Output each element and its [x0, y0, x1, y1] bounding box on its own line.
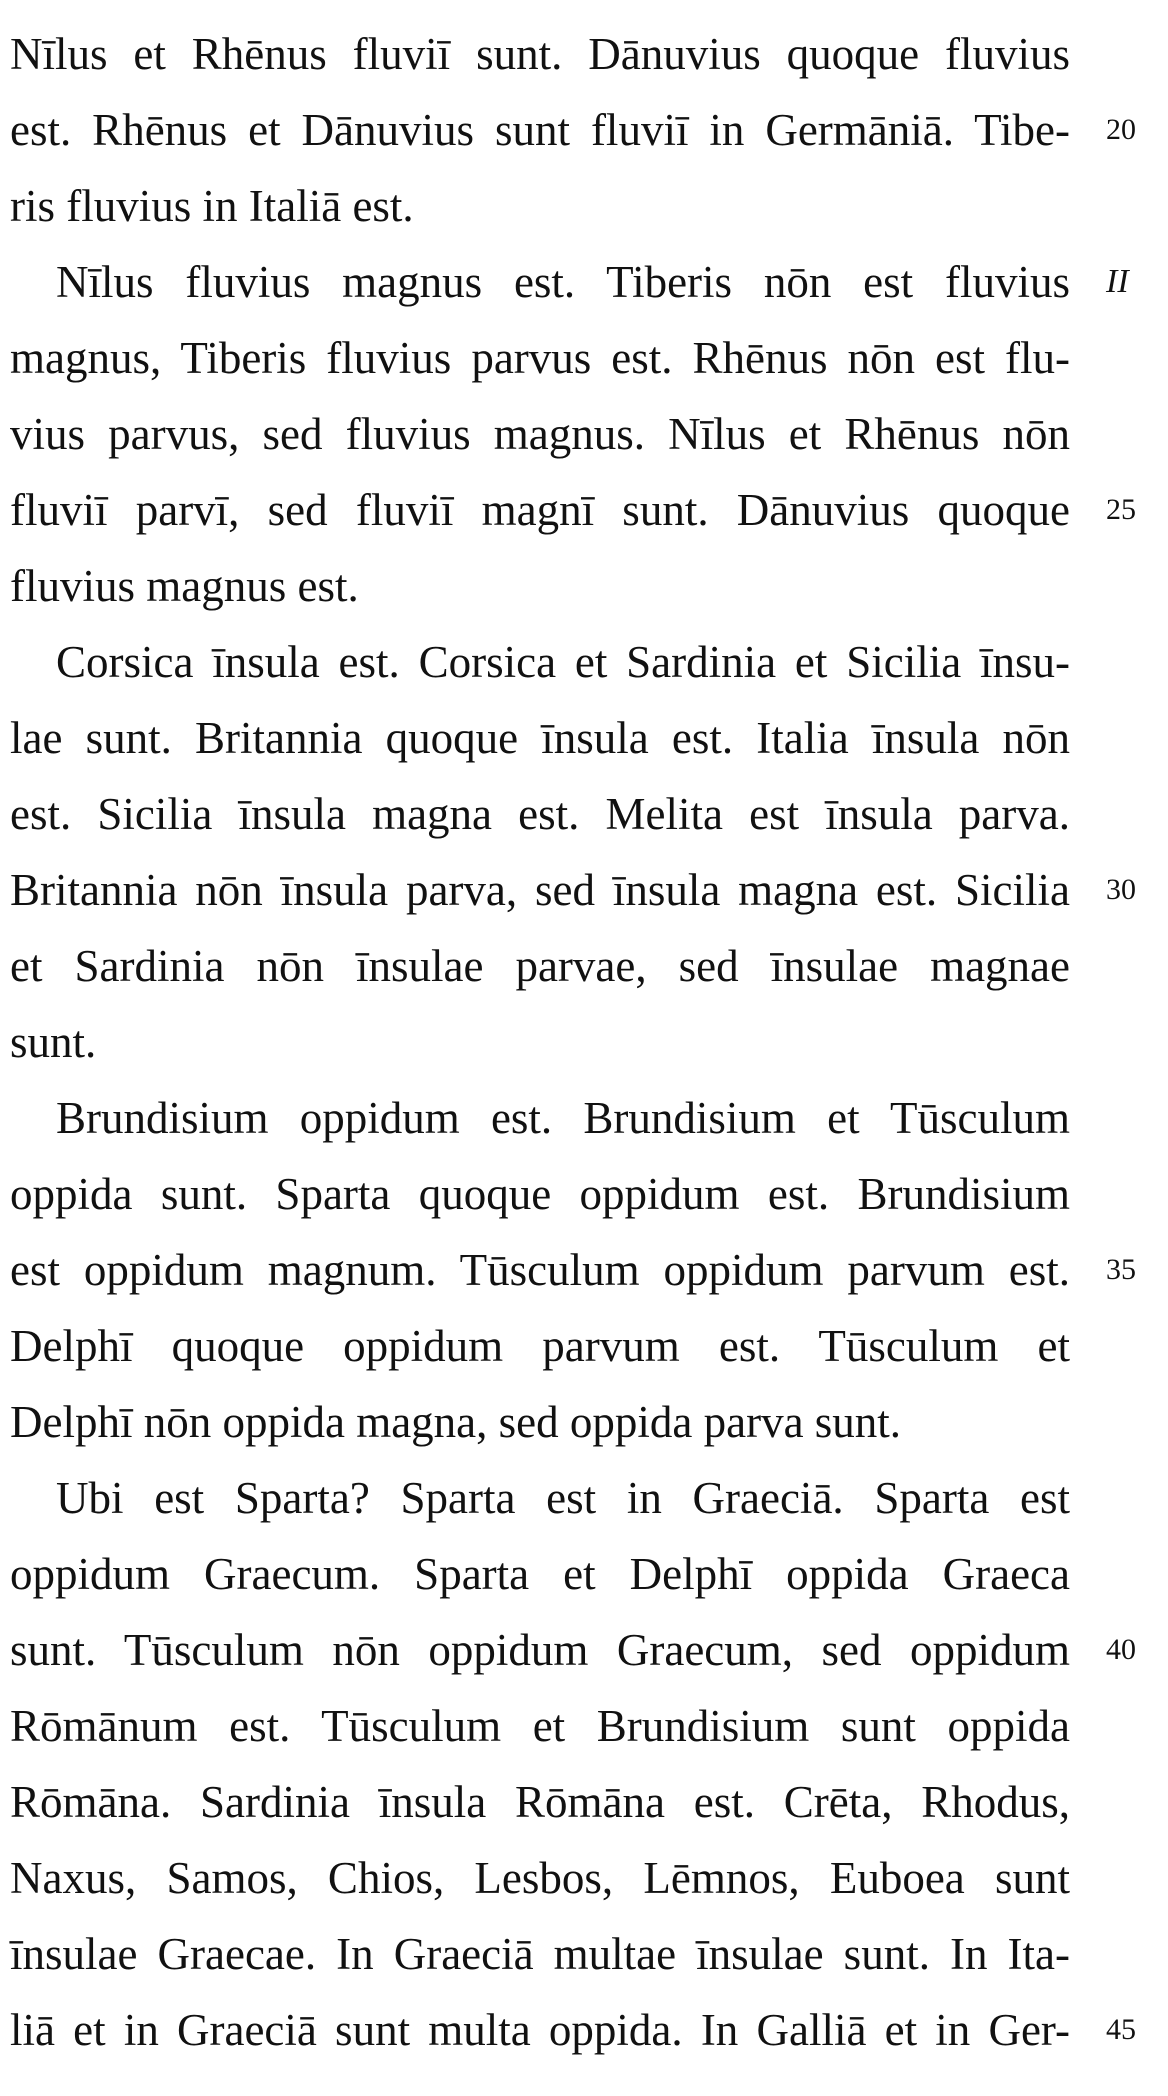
text-line: est oppidum magnum. Tūsculum oppidum parvum est. — [10, 1245, 1070, 1295]
text-line: Britannia nōn īnsula parva, sed īnsula magna est. Sicilia — [10, 865, 1070, 915]
text-line: īnsulae Graecae. In Graeciā multae īnsulae sunt. In Ita- — [10, 1929, 1070, 1979]
text-line: Nīlus fluvius magnus est. Tiberis nōn est fluvius — [56, 257, 1070, 307]
line-number: 25 — [1106, 493, 1136, 526]
text-line: sunt. — [10, 1017, 97, 1067]
text-line: sunt. Tūsculum nōn oppidum Graecum, sed oppidum — [10, 1625, 1070, 1675]
text-line: Brundisium oppidum est. Brundisium et Tūsculum — [56, 1093, 1070, 1143]
text-line: Nīlus et Rhēnus fluviī sunt. Dānuvius quoque fluvius — [10, 29, 1070, 79]
text-line: Delphī quoque oppidum parvum est. Tūsculum et — [10, 1321, 1070, 1371]
text-line: Rōmāna. Sardinia īnsula Rōmāna est. Crēta, Rhodus, — [10, 1777, 1070, 1827]
text-line: et Sardinia nōn īnsulae parvae, sed īnsulae magnae — [10, 941, 1070, 991]
text-line: fluvius magnus est. — [10, 561, 359, 611]
line-number: 35 — [1106, 1253, 1136, 1286]
text-line: Corsica īnsula est. Corsica et Sardinia et Sicilia īnsu- — [56, 637, 1070, 687]
text-line: Rōmānum est. Tūsculum et Brundisium sunt oppida — [10, 1701, 1070, 1751]
text-line: Ubi est Sparta? Sparta est in Graeciā. Sparta est — [56, 1473, 1070, 1523]
text-line: oppida sunt. Sparta quoque oppidum est. Brundisium — [10, 1169, 1070, 1219]
line-number: 20 — [1106, 113, 1136, 146]
chapter-marker: II — [1106, 263, 1129, 300]
text-line: Naxus, Samos, Chios, Lesbos, Lēmnos, Euboea sunt — [10, 1853, 1070, 1903]
text-line: Delphī nōn oppida magna, sed oppida parva sunt. — [10, 1397, 902, 1447]
line-number: 45 — [1106, 2013, 1136, 2046]
text-line: lae sunt. Britannia quoque īnsula est. Italia īnsula nōn — [10, 713, 1070, 763]
text-line: fluviī parvī, sed fluviī magnī sunt. Dānuvius quoque — [10, 485, 1070, 535]
text-line: magnus, Tiberis fluvius parvus est. Rhēnus nōn est flu- — [10, 333, 1070, 383]
text-line: oppidum Graecum. Sparta et Delphī oppida Graeca — [10, 1549, 1070, 1599]
line-number: 40 — [1106, 1633, 1136, 1666]
text-line: ris fluvius in Italiā est. — [10, 181, 414, 231]
text-line: est. Rhēnus et Dānuvius sunt fluviī in Germāniā. Tibe- — [10, 105, 1070, 155]
text-line: liā et in Graeciā sunt multa oppida. In Galliā et in Ger- — [10, 2005, 1070, 2055]
line-number: 30 — [1106, 873, 1136, 906]
text-line: est. Sicilia īnsula magna est. Melita est īnsula parva. — [10, 789, 1070, 839]
text-line: vius parvus, sed fluvius magnus. Nīlus et Rhēnus nōn — [10, 409, 1070, 459]
